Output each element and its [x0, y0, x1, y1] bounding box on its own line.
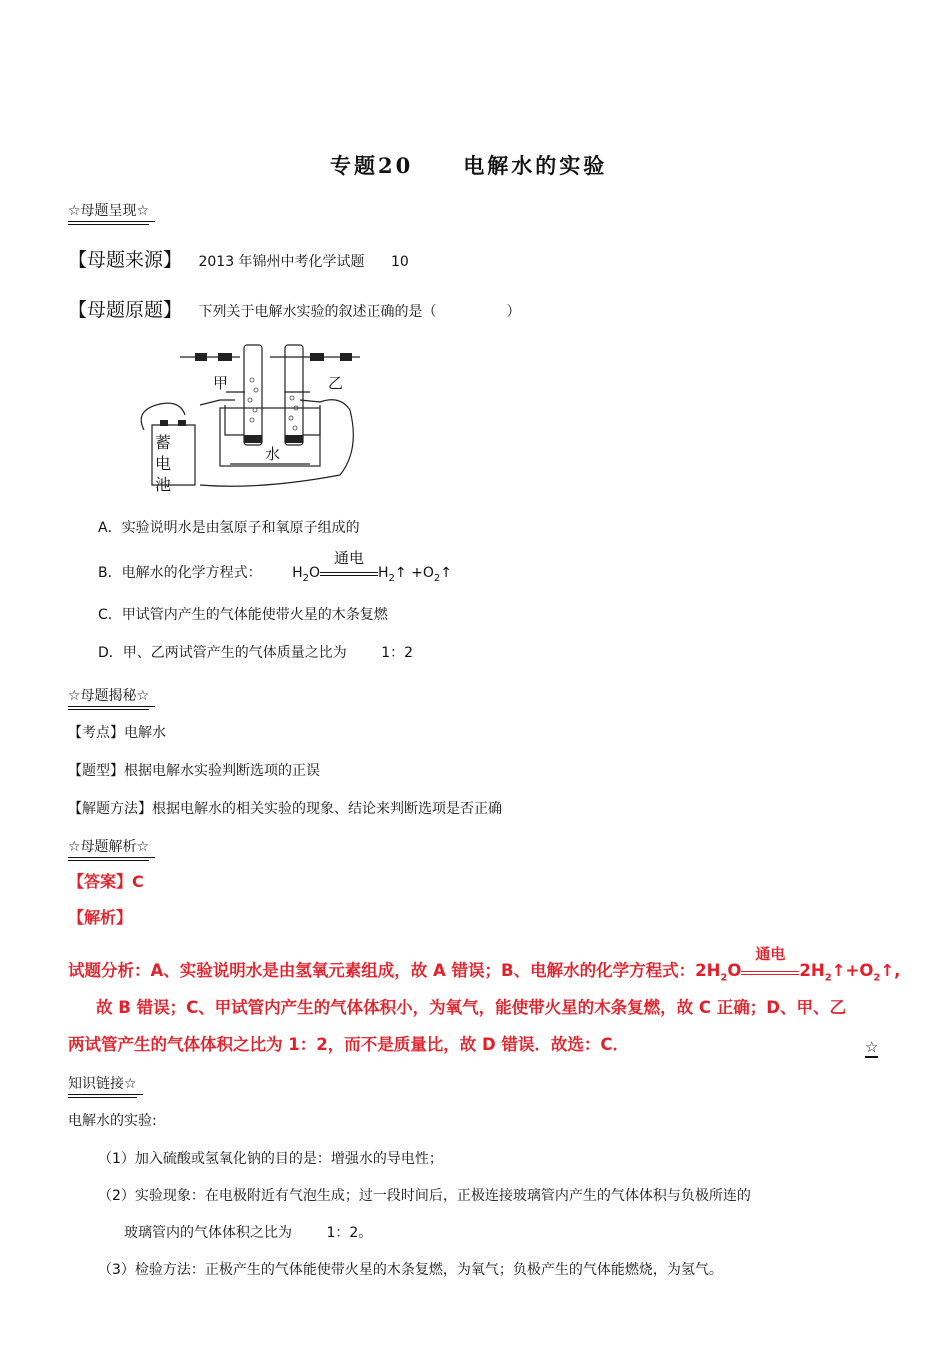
option-b-equation: $H_2O$ 通电 $H_2↑$ $+O_2↑$: [292, 549, 452, 584]
reveal-kaodian: 【考点】电解水: [68, 725, 166, 741]
section-analysis: ☆母题解析☆: [68, 836, 149, 861]
jiexi-label: 【解析】: [68, 908, 133, 927]
source-number: 10: [391, 254, 409, 270]
option-b-prefix: B．电解水的化学方程式：: [98, 565, 262, 581]
analysis-line-1: 试题分析：A、实验说明水是由氢氧元素组成，故 A 错误；B、电解水的化学方程式：$2H_2O$ 通电 $2H_2↑+O_2↑$,: [68, 945, 901, 984]
analysis-line-3: 两试管产生的气体体积之比为 1：2，而不是质量比，故 D 错误．故选：C．: [68, 1035, 629, 1054]
analysis-line-1-text: 试题分析：A、实验说明水是由氢氧元素组成，故 A 错误；B、电解水的化学方程式：: [68, 961, 696, 980]
question-line: [68, 295, 520, 322]
option-d-ratio: 1：2: [381, 645, 414, 661]
knowledge-item-2b-ratio: 1：2。: [326, 1225, 373, 1241]
knowledge-item-1: （1）加入硫酸或氢氧化钠的目的是：增强水的导电性；: [98, 1151, 443, 1167]
section-knowledge: 知识链接☆: [68, 1073, 137, 1098]
answer-label: 【答案】: [68, 872, 133, 891]
tube-left-label: 甲: [213, 374, 229, 392]
option-a: A．实验说明水是由氢原子和氧原子组成的: [98, 520, 360, 536]
page-title: [330, 150, 607, 180]
option-d: [98, 642, 413, 662]
source-line: [68, 245, 409, 272]
analysis-condition: 通电: [755, 945, 786, 963]
option-c: C．甲试管内产生的气体能使带火星的木条复燃: [98, 607, 388, 623]
option-b: [98, 549, 452, 584]
answer-line: [68, 869, 144, 892]
knowledge-item-3: （3）检验方法：正极产生的气体能使带火星的木条复燃，为氧气；负极产生的气体能燃烧，为氢气。: [98, 1262, 723, 1278]
battery-char-2: 电: [155, 454, 172, 473]
section-presentation: ☆母题呈现☆: [68, 200, 149, 225]
answer-value: C: [132, 872, 144, 891]
question-close: ）: [506, 304, 521, 320]
knowledge-item-2: （2）实验现象：在电极附近有气泡生成；过一段时间后，正极连接玻璃管内产生的气体体积与负极所连的: [98, 1188, 751, 1204]
option-b-condition: 通电: [333, 549, 364, 567]
source-label: 【母题来源】: [68, 249, 183, 271]
question-text: 下列关于电解水实验的叙述正确的是（: [198, 304, 437, 320]
option-d-text: D．甲、乙两试管产生的气体质量之比为: [98, 645, 347, 661]
knowledge-item-2b: [124, 1222, 372, 1242]
title-number: 专题20: [330, 153, 414, 178]
reveal-fangfa: 【解题方法】根据电解水的相关实验的现象、结论来判断选项是否正确: [68, 801, 502, 817]
reveal-tixing: 【题型】根据电解水实验判断选项的正误: [68, 763, 320, 779]
battery-char-3: 池: [155, 475, 172, 494]
water-label: 水: [265, 445, 281, 463]
title-topic: 电解水的实验: [463, 153, 608, 178]
electrolysis-diagram: [140, 340, 380, 495]
star-marker: ☆: [865, 1038, 879, 1056]
question-label: 【母题原题】: [68, 299, 183, 321]
knowledge-heading: 电解水的实验:: [68, 1113, 157, 1129]
analysis-line-2: 故 B 错误；C、甲试管内产生的气体体积小，为氧气，能使带火星的木条复燃，故 C 正确；D、甲、乙: [96, 998, 846, 1017]
source-text: 2013 年锦州中考化学试题: [198, 254, 365, 270]
knowledge-item-2b-text: 玻璃管内的气体体积之比为: [124, 1225, 292, 1241]
tube-right-label: 乙: [328, 374, 344, 392]
battery-char-1: 蓄: [155, 433, 172, 452]
section-reveal: ☆母题揭秘☆: [68, 685, 149, 710]
